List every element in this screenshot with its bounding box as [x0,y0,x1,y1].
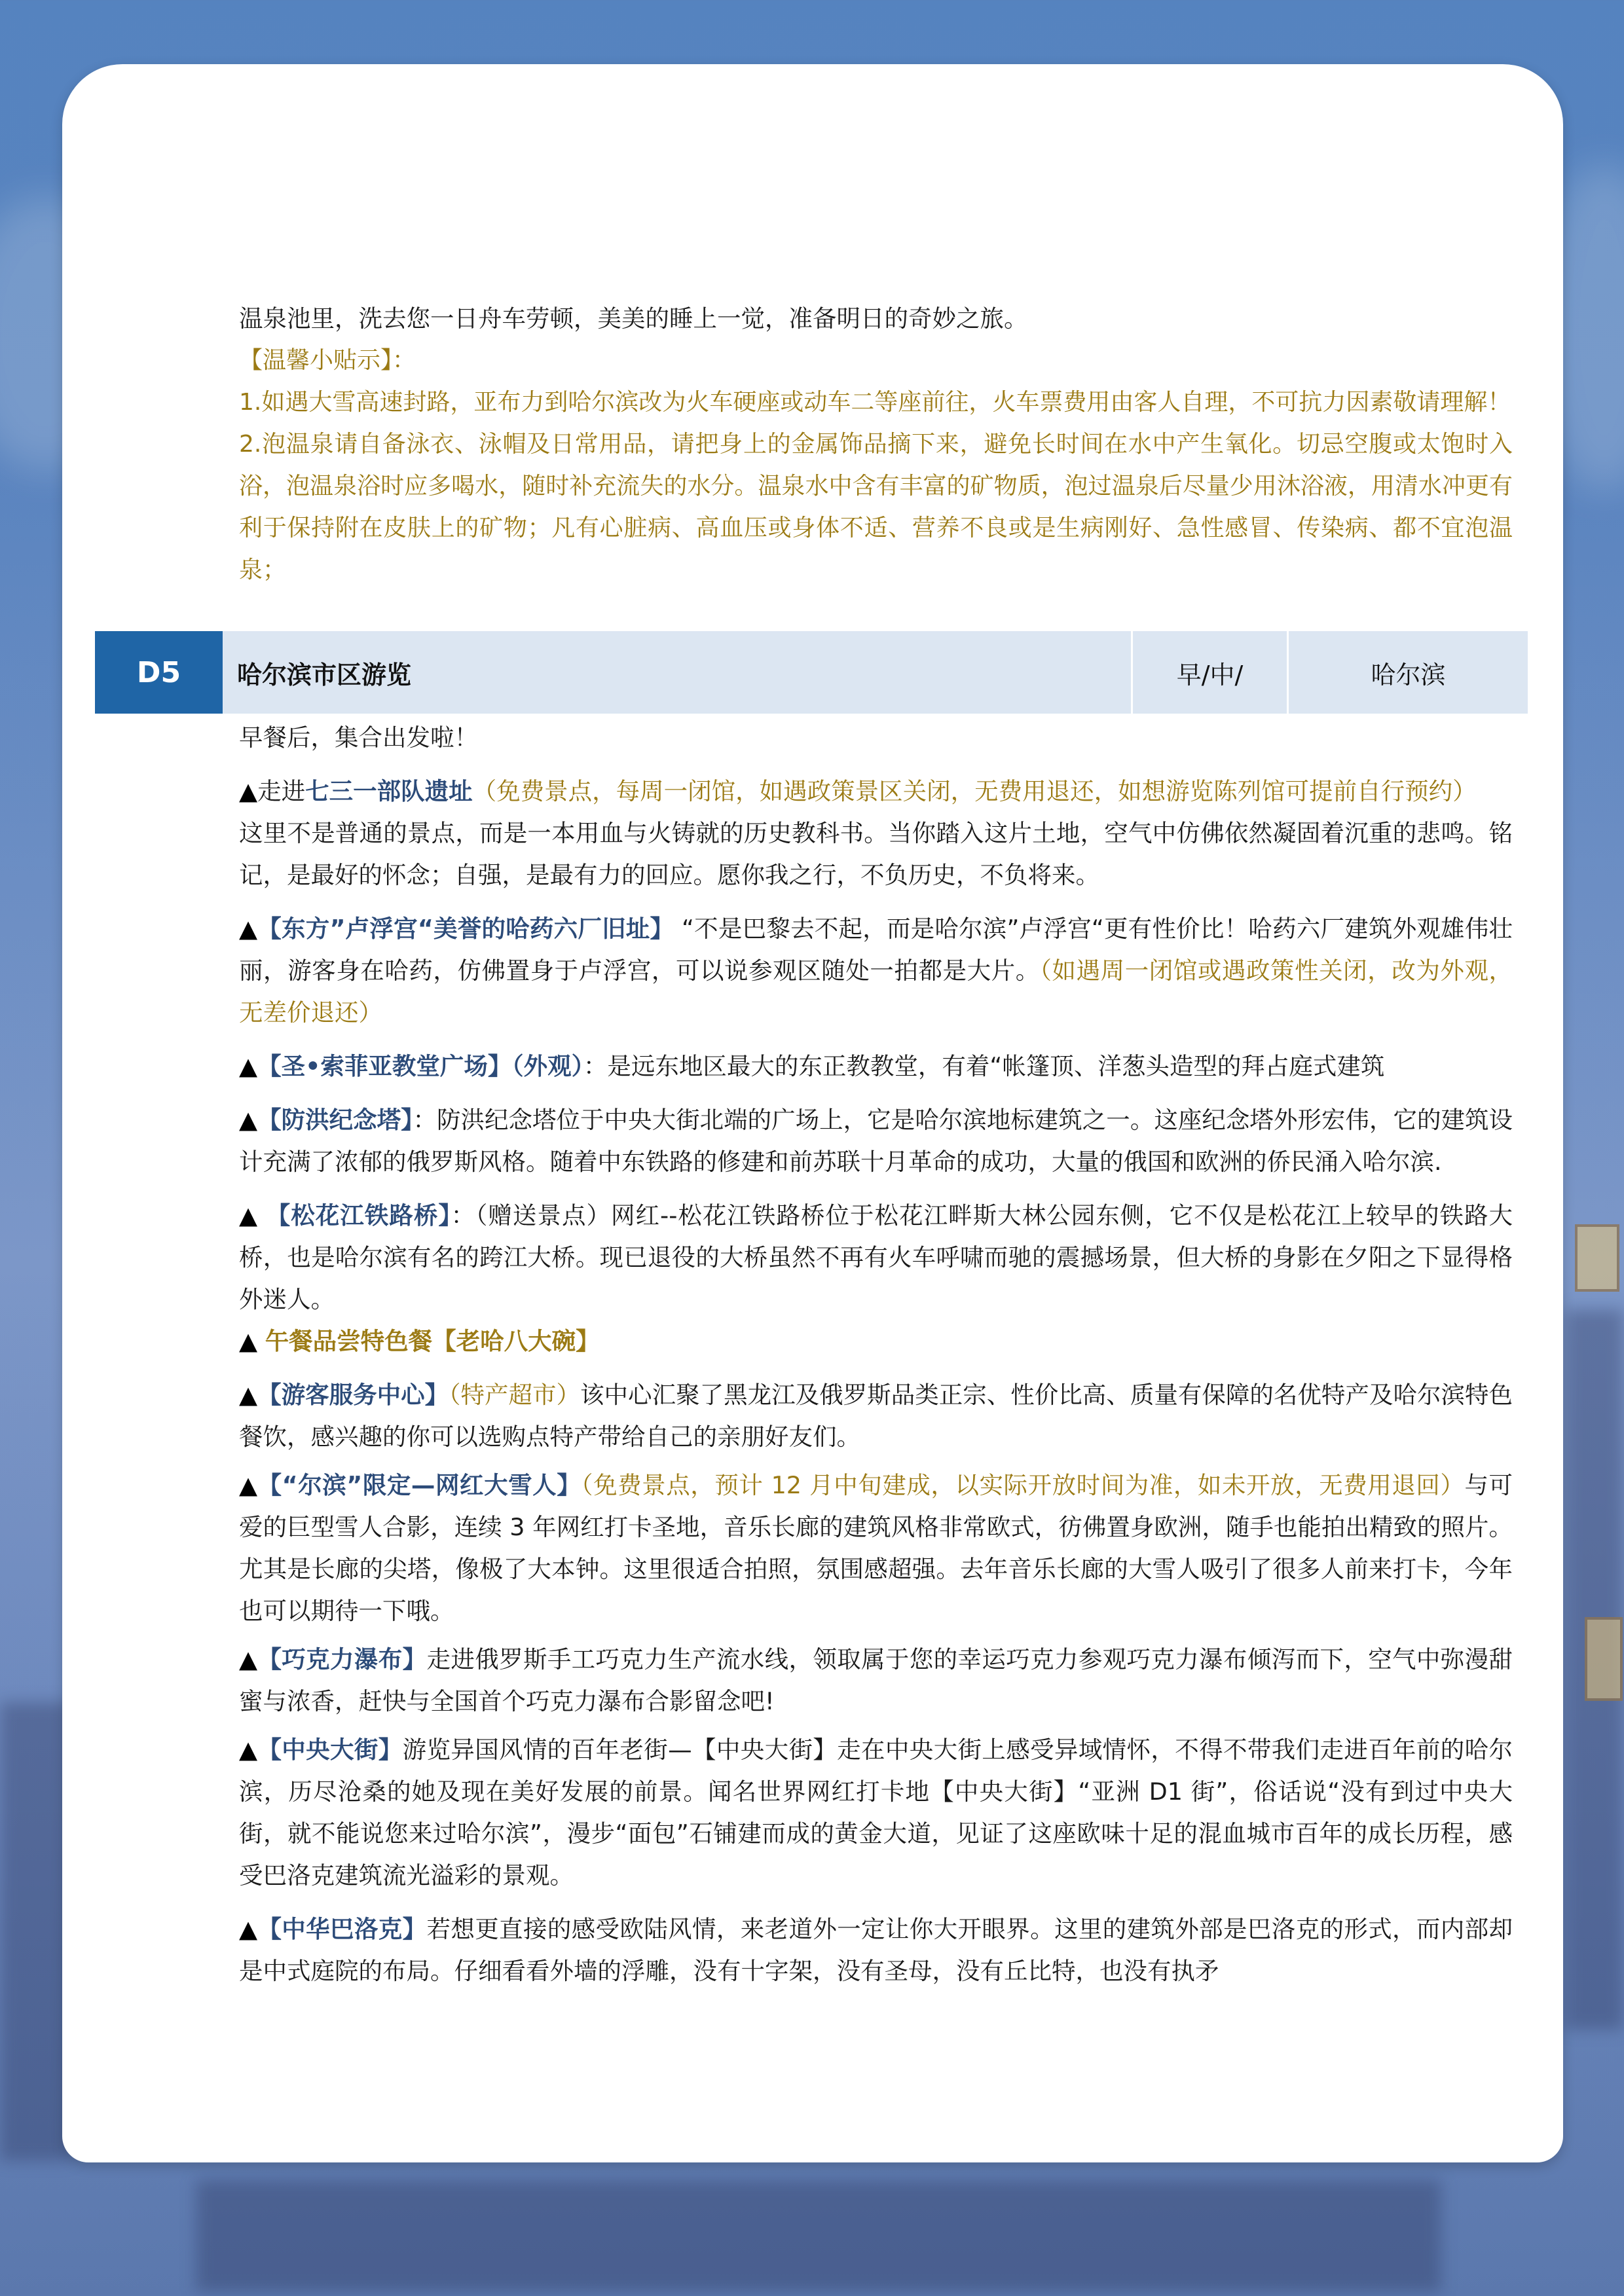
attraction-note: （如遇周一闭馆或遇政策性关闭，改为外观，无差价退还） [239,957,1513,1027]
attraction-name: 【防洪纪念塔】 [257,1106,413,1134]
start-text: 早餐后，集合出发啦！ [239,723,478,752]
attraction-name: 【巧克力瀑布】 [257,1645,427,1673]
attraction-name: 【松花江铁路桥】 [266,1201,451,1230]
triangle-bullet-icon: ▲ [239,1106,258,1134]
attraction-desc: ：是远东地区最大的东正教教堂，有着“帐篷顶、洋葱头造型的拜占庭式建筑 [583,1052,1385,1080]
intro-text: 温泉池里，洗去您一日舟车劳顿，美美的睡上一觉，准备明日的奇妙之旅。 [239,304,1028,333]
lunch-item [239,1321,1513,1362]
tip-item-2: 2.泡温泉请自备泳衣、泳帽及日常用品，请把身上的金属饰品摘下来，避免长时间在水中产生氧化。切忌空腹或太饱时入浴，泡温泉浴时应多喝水，随时补充流失的水分。温泉水中含有丰富的矿物质，泡过温泉后尽量少用沐浴液，用清水冲更有利于保持附在皮肤上的矿物；凡有心脏病、高血压或身体不适、营养不良或是生病刚好、急性感冒、传染病、都不宜泡温泉； [239,431,1513,583]
day-meals: 早/中/ [1133,631,1289,714]
attraction-unit731: ▲走进七三一部队遗址（免费景点，每周一闭馆，如遇政策景区关闭，无费用退还，如想游览陈列馆可提前自行预约） 这里不是普通的景点，而是一本用血与火铸就的历史教科书。当你踏入这片土地，空气中仿佛依然凝固着沉重的悲鸣。铭记，是最好的怀念；自强，是最有力的回应。愿你我之行，不负历史，不负将来。 [239,777,1513,889]
attraction-railway-bridge [239,1195,1513,1321]
attraction-visitor-center [239,1374,1513,1458]
attraction-desc: ：（赠送景点）网红--松花江铁路桥位于松花江畔斯大林公园东侧，它不仅是松花江上较早的铁路大桥，也是哈尔滨有名的跨江大桥。现已退役的大桥虽然不再有火车呼啸而驰的震撼场景，但大桥的身影在夕阳之下显得格外迷人。 [239,1201,1513,1313]
triangle-bullet-icon: ▲ [239,1645,258,1673]
triangle-bullet-icon: ▲ [239,1052,258,1080]
day-badge: D5 [95,631,223,714]
tips-title: 【温馨小贴示】： [239,347,416,374]
day-header-row [95,631,1528,714]
attraction-name: 【中华巴洛克】 [257,1915,427,1943]
triangle-bullet-icon: ▲ [239,1201,259,1230]
attraction-name: 【圣•索菲亚教堂广场】（外观） [257,1052,583,1080]
attraction-desc: 若想更直接的感受欧陆风情，来老道外一定让你大开眼界。这里的建筑外部是巴洛克的形式，而内部却是中式庭院的布局。仔细看看外墙的浮雕，没有十字架，没有圣母，没有丘比特，也没有执矛 [239,1915,1513,1985]
attraction-note: （免费景点，预计 12 月中旬建成，以实际开放时间为准，如未开放，无费用退回） [581,1471,1465,1499]
attraction-chocolate-waterfall [239,1639,1513,1722]
triangle-bullet-icon: ▲ [239,777,258,805]
tip-item-1: 1.如遇大雪高速封路，亚布力到哈尔滨改为火车硬座或动车二等座前往，火车票费用由客人自理，不可抗力因素敬请理解！ [239,389,1511,416]
day-itinerary [239,717,1513,1992]
attraction-desc: ：防洪纪念塔位于中央大街北端的广场上，它是哈尔滨地标建筑之一。这座纪念塔外形宏伟，它的建筑设计充满了浓郁的俄罗斯风格。随着中东铁路的修建和前苏联十月革命的成功，大量的俄国和欧洲的侨民涌入哈尔滨. [239,1106,1513,1176]
attraction-flood-tower [239,1099,1513,1183]
triangle-bullet-icon: ▲ [239,1736,258,1764]
attraction-name: 【中央大街】 [257,1736,403,1764]
attraction-desc: 该中心汇聚了黑龙江及俄罗斯品类正宗、性价比高、质量有保障的名优特产及哈尔滨特色餐饮，感兴趣的你可以选购点特产带给自己的亲朋好友们。 [239,1381,1513,1451]
attraction-desc: 与可爱的巨型雪人合影，连续 3 年网红打卡圣地，音乐长廊的建筑风格非常欧式，彷佛置身欧洲，随手也能拍出精致的照片。尤其是长廊的尖塔，像极了大本钟。这里很适合拍照，氛围感超强。去年音乐长廊的大雪人吸引了很多人前来打卡，今年也可以期待一下哦。 [239,1471,1513,1625]
attraction-snowman [239,1465,1513,1632]
attraction-hayao-factory [239,908,1513,1034]
attraction-name: 七三一部队遗址 [305,777,473,805]
attraction-desc: 这里不是普通的景点，而是一本用血与火铸就的历史教科书。当你踏入这片土地，空气中仿佛依然凝固着沉重的悲鸣。铭记，是最好的怀念；自强，是最有力的回应。愿你我之行，不负历史，不负将来。 [239,819,1513,889]
attraction-central-street [239,1729,1513,1897]
hot-spring-section [239,298,1513,591]
attraction-note: （特产超市） [449,1381,581,1409]
lunch-text: 午餐品尝特色餐【老哈八大碗】 [265,1327,600,1355]
attraction-name: 【“尔滨”限定—网红大雪人】 [257,1471,581,1499]
day-title: 哈尔滨市区游览 [223,631,1133,714]
attraction-desc: 走进俄罗斯手工巧克力生产流水线，领取属于您的幸运巧克力参观巧克力瀑布倾泻而下，空气中弥漫甜蜜与浓香，赶快与全国首个巧克力瀑布合影留念吧! [239,1645,1513,1715]
triangle-bullet-icon: ▲ [239,1327,258,1355]
attraction-name: 【东方”卢浮宫“美誉的哈药六厂旧址】 [257,915,674,943]
attraction-st-sophia [239,1046,1513,1087]
triangle-bullet-icon: ▲ [239,1471,258,1499]
day-city: 哈尔滨 [1371,660,1446,689]
attraction-name: 【游客服务中心】 [257,1381,449,1409]
attraction-desc: “不是巴黎去不起，而是哈尔滨”卢浮宫“更有性价比！哈药六厂建筑外观雄伟壮丽，游客身在哈药，仿佛置身于卢浮宫，可以说参观区随处一拍都是大片。 [239,915,1513,985]
triangle-bullet-icon: ▲ [239,915,258,943]
triangle-bullet-icon: ▲ [239,1381,258,1409]
attraction-note: （免费景点，每周一闭馆，如遇政策景区关闭，无费用退还，如想游览陈列馆可提前自行预约） [472,777,1477,805]
triangle-bullet-icon: ▲ [239,1915,258,1943]
attraction-chinese-baroque [239,1908,1513,1992]
attraction-desc: 游览异国风情的百年老街—【中央大街】走在中央大街上感受异域情怀，不得不带我们走进百年前的哈尔滨，历尽沧桑的她及现在美好发展的前景。闻名世界网红打卡地【中央大街】“亚洲 D1 街”，俗话说“没有到过中央大街，就不能说您来过哈尔滨”，漫步“面包”石铺建而成的黄金大道，见证了这座欧味十足的混血城市百年的成长历程，感受巴洛克建筑流光溢彩的景观。 [239,1736,1513,1889]
